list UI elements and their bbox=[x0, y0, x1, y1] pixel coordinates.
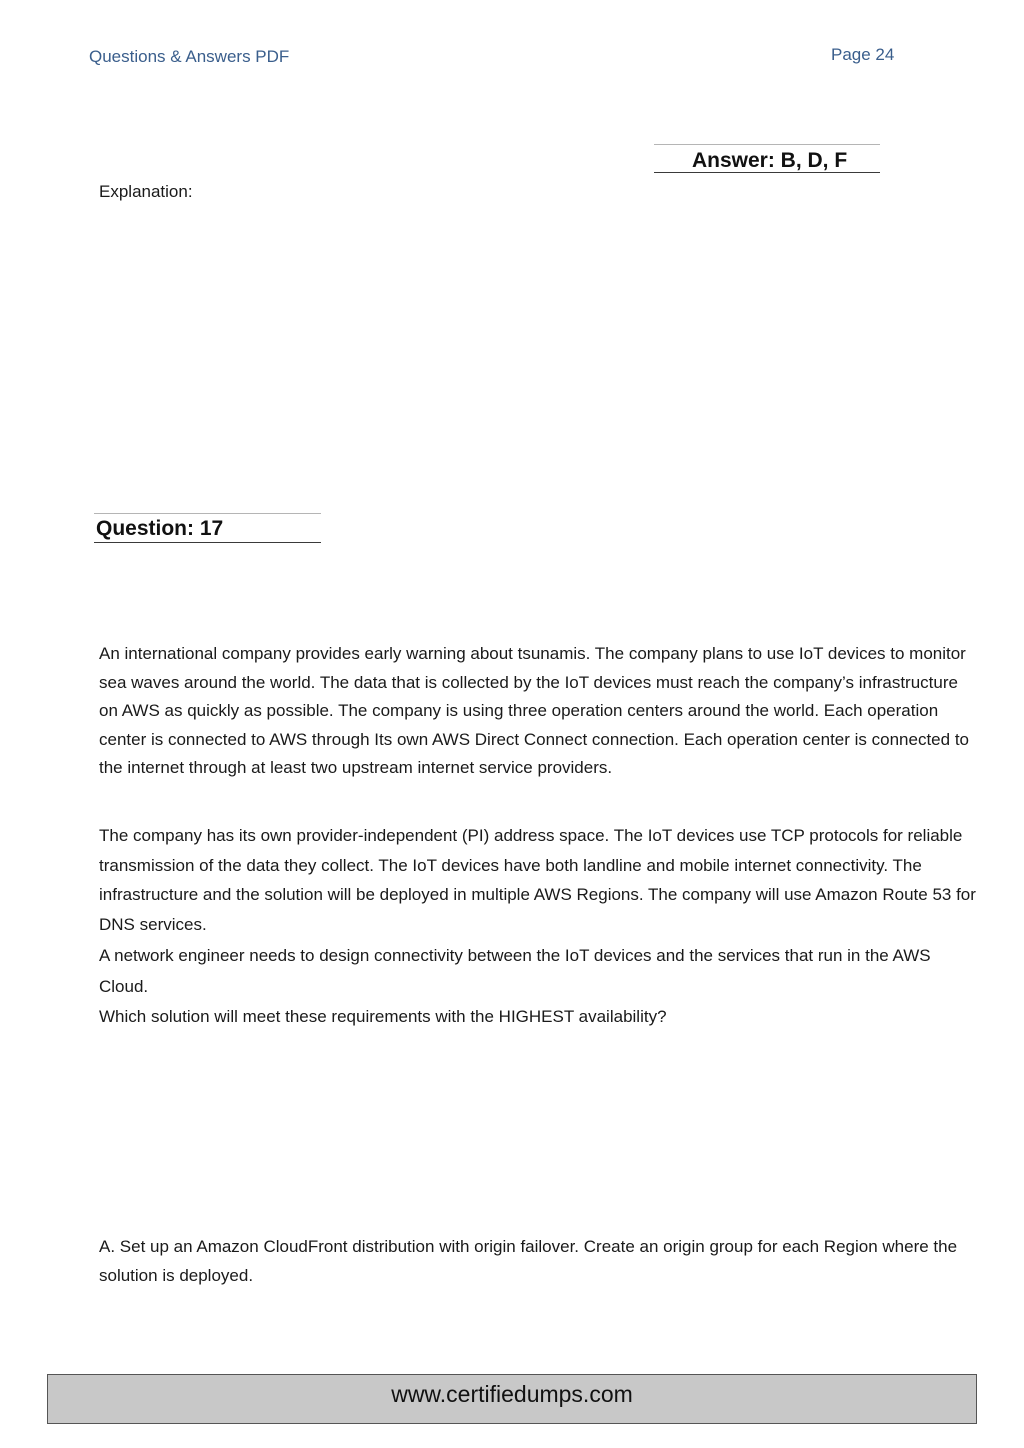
answer-option-a: A. Set up an Amazon CloudFront distribution with origin failover. Create an origin group for each Region where the solution is deployed. bbox=[99, 1237, 958, 1285]
question-number: Question: 17 bbox=[96, 517, 224, 540]
question-paragraph-1: An international company provides early warning about tsunamis. The company plans to use IoT devices to monitor sea waves around the world. The data that is collected by the IoT devices must reach the company’s infrastructure on AWS as quickly as possible. The company is using three operation centers around the world. Each operation center is connected to AWS through Its own AWS Direct Connect connection. Each operation center is connected to the internet through at least two upstream internet service providers. bbox=[99, 644, 969, 778]
explanation-label: Explanation: bbox=[99, 182, 193, 201]
document-title: Questions & Answers PDF bbox=[89, 47, 290, 66]
answer-label: Answer: B, D, F bbox=[692, 149, 848, 172]
answer-box bbox=[654, 144, 880, 173]
question-prompt: Which solution will meet these requirements with the HIGHEST availability? bbox=[99, 1007, 667, 1026]
page-number: Page 24 bbox=[831, 45, 895, 64]
question-heading-box bbox=[94, 513, 321, 543]
question-paragraph-2: The company has its own provider-independent (PI) address space. The IoT devices use TCP protocols for reliable transmission of the data they collect. The IoT devices have both landline and mobile internet connectivity. The infrastructure and the solution will be deployed in multiple AWS Regions. The company will use Amazon Route 53 for DNS services. bbox=[99, 826, 976, 934]
footer-banner bbox=[47, 1374, 977, 1424]
question-paragraph-3: A network engineer needs to design connectivity between the IoT devices and the services that run in the AWS Cloud. bbox=[99, 946, 931, 996]
footer-url[interactable]: www.certifiedumps.com bbox=[391, 1381, 633, 1407]
